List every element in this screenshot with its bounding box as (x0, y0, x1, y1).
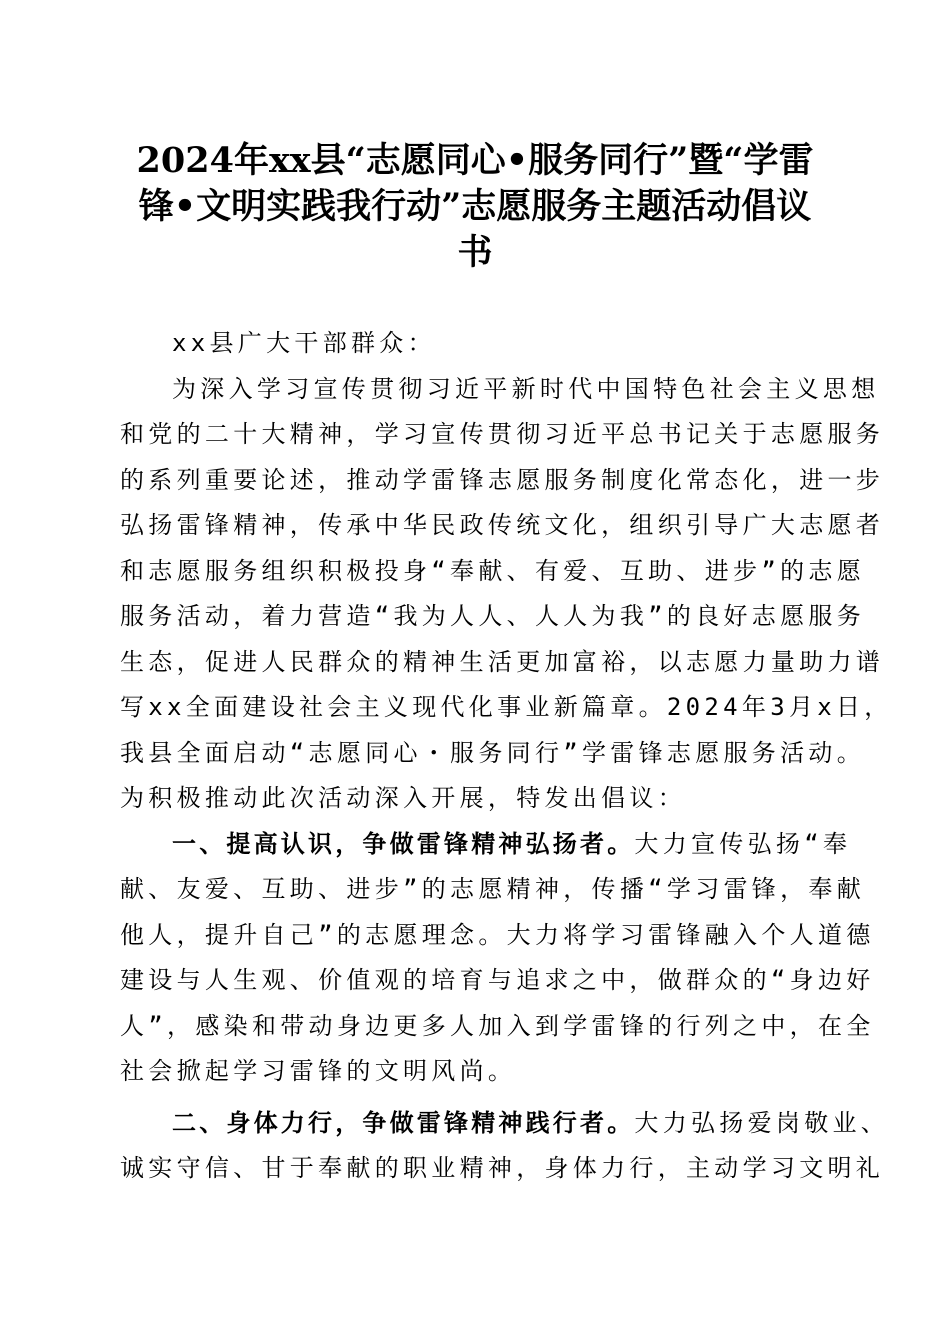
title-line-3: 书 (457, 232, 493, 273)
intro-line: 写xx全面建设社会主义现代化事业新篇章。2024年3月x日， (120, 693, 893, 721)
section-2-first-line (120, 1101, 890, 1147)
title-line-2: 锋•文明实践我行动”志愿服务主题活动倡议 (138, 186, 812, 227)
intro-line: 为深入学习宣传贯彻习近平新时代中国特色社会主义思想 (172, 374, 880, 403)
section-2-line: 诚实守信、甘于奉献的职业精神，身体力行，主动学习文明礼 (120, 1154, 885, 1182)
section-1-first-line (120, 822, 852, 868)
intro-line: 弘扬雷锋精神，传承中华民政传统文化，组织引导广大志愿者 (120, 511, 885, 539)
intro-line: 和志愿服务组织积极投身“奉献、有爱、互助、进步”的志愿 (120, 556, 865, 585)
title-line-1: 2024年xx县“志愿同心•服务同行”暨“学雷 (136, 140, 814, 181)
section-1-line: 他人，提升自己”的志愿理念。大力将学习雷锋融入个人道德 (120, 920, 875, 949)
intro-line: 为积极推动此次活动深入开展，特发出倡议： (120, 784, 686, 812)
intro-line: 服务活动，着力营造“我为人人、人人为我”的良好志愿服务 (120, 602, 865, 630)
section-1-line: 人”，感染和带动身边更多人加入到学雷锋的行列之中，在全 (120, 1011, 875, 1040)
section-1-line: 社会掀起学习雷锋的文明风尚。 (120, 1057, 517, 1085)
section-1-line: 建设与人生观、价值观的培育与追求之中，做群众的“身边好 (120, 966, 875, 994)
section-1-heading: 一、提高认识，争做雷锋精神弘扬者。 (172, 829, 635, 858)
intro-line: 生态，促进人民群众的精神生活更加富裕，以志愿力量助力谱 (120, 647, 885, 676)
salutation: xx县广大干部群众： (172, 329, 436, 357)
intro-line: 我县全面启动“志愿同心・服务同行”学雷锋志愿服务活动。 (120, 738, 865, 767)
document-body (120, 321, 893, 1192)
intro-line: 和党的二十大精神，学习宣传贯彻习近平总书记关于志愿服务 (120, 420, 885, 448)
intro-line: 的系列重要论述，推动学雷锋志愿服务制度化常态化，进一步 (120, 465, 885, 494)
section-2-first-rest: 大力弘扬爱岗敬业、 (634, 1108, 890, 1137)
document-title (100, 138, 850, 276)
section-1-line: 献、友爱、互助、进步”的志愿精神，传播“学习雷锋，奉献 (120, 875, 865, 903)
section-1-first-rest: 大力宣传弘扬“奉 (634, 829, 852, 858)
section-2-heading: 二、身体力行，争做雷锋精神践行者。 (172, 1108, 635, 1137)
